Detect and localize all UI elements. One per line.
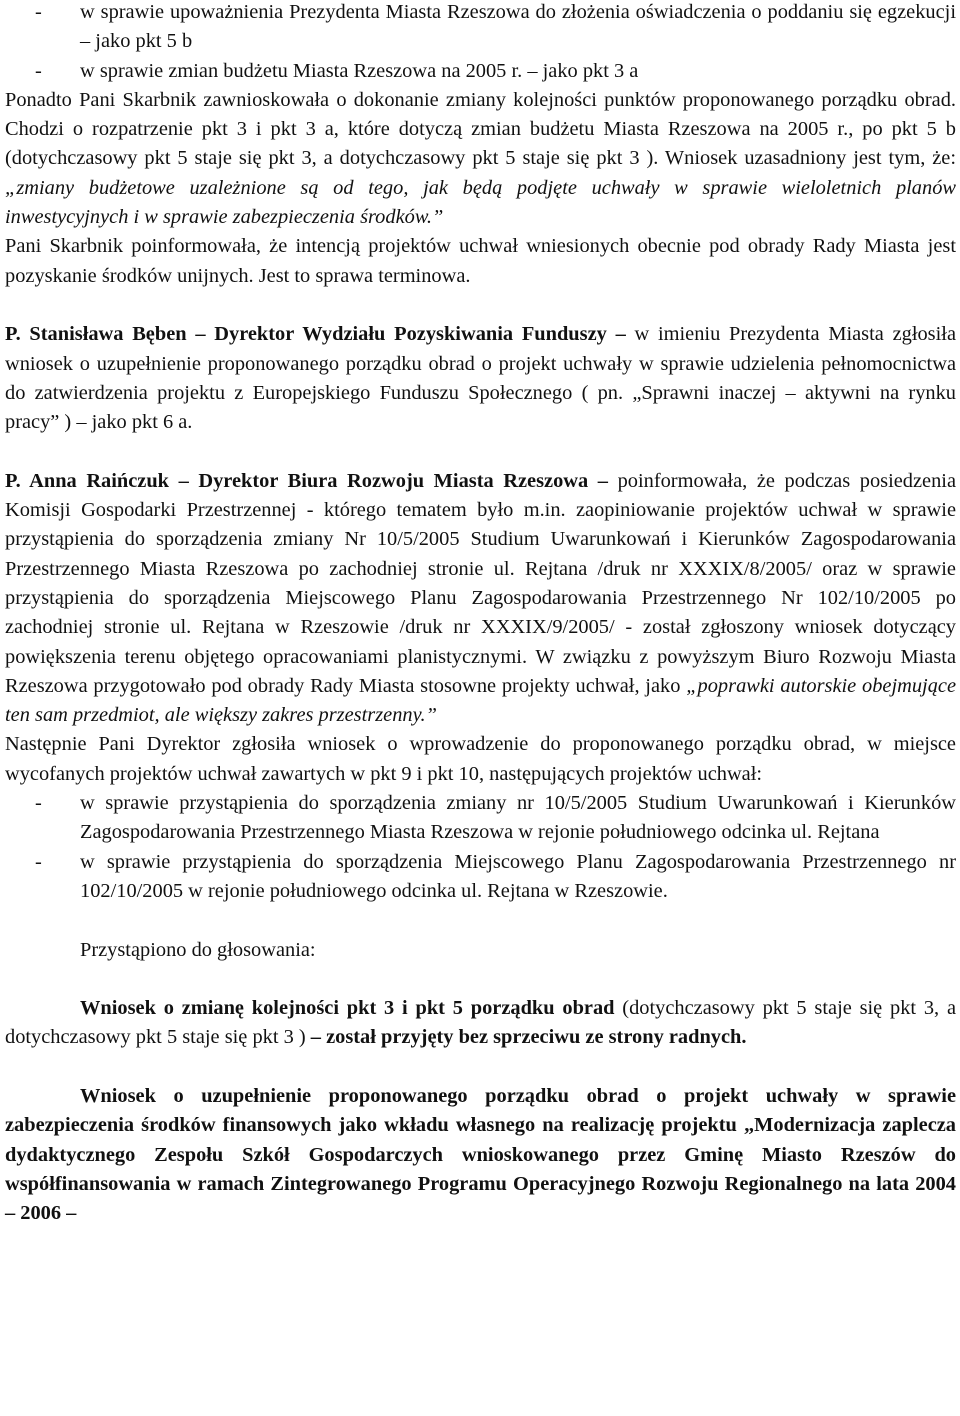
list-item <box>5 0 956 57</box>
paragraph-text: w imieniu Prezydenta Miasta zgłosiła wniosek o uzupełnienie proponowanego porządku obrad o projekt uchwały w sprawie udzielenia pełnomocnictwa do zatwierdzenia projektu z Europejskiego Funduszu Społecznego ( pn. „Sprawni inaczej – aktywni na rynku pracy” ) – jako pkt 6 a. <box>5 323 956 434</box>
speaker-name: P. Stanisława Bęben – Dyrektor Wydziału Pozyskiwania Funduszy – <box>5 323 626 346</box>
list-dash: - <box>35 1 42 23</box>
paragraph-beben <box>5 320 956 437</box>
list-item-text: w sprawie przystąpienia do sporządzenia zmiany nr 10/5/2005 Studium Uwarunkowań i Kierunków Zagospodarowania Przestrzennego Miasta Rzeszowa w rejonie południowego odcinka ul. Rejtana <box>80 792 956 844</box>
paragraph-director-motion: Następnie Pani Dyrektor zgłosiła wniosek o wprowadzenie do proponowanego porządku obrad, w miejsce wycofanych projektów uchwał zawartych w pkt 9 i pkt 10, następujących projektów uchwał: <box>5 733 956 785</box>
spacer <box>5 291 956 320</box>
paragraph-skarbnik-request <box>5 86 956 232</box>
quote-text: „zmiany budżetowe uzależnione są od tego, jak będą podjęte uchwały w sprawie wieloletnich planów inwestycyjnych i w sprawie zabezpieczenia środków.” <box>5 176 956 229</box>
list-item <box>5 789 956 848</box>
paragraph-text: poinformowała, że podczas posiedzenia Komisji Gospodarki Przestrzennej - którego tematem było m.in. zaopiniowanie projektów uchwał w sprawie przystąpienia do sporządzenia zmiany Nr 10/5/2005 Studium Uwarunkowań i Kierunków Zagospodarowania Przestrzennego Miasta Rzeszowa po zachodniej stronie ul. Rejtana /druk nr XXXIX/8/2005/ oraz w sprawie przystąpienia do sporządzenia Miejscowego Planu Zagospodarowania Przestrzennego Nr 102/10/2005 po zachodniej stronie ul. Rejtana w Rzeszowie /druk nr XXXIX/9/2005/ - został zgłoszony wniosek dotyczący powiększenia terenu objętego opracowaniami planistycznymi. W związku z powyższym Biuro Rozwoju Miasta Rzeszowa przygotowało pod obrady Rady Miasta stosowne projekty uchwał, jako <box>5 469 957 697</box>
motion-text: (dotychczasowy pkt 5 staje się pkt 3, a dotychczasowy pkt 5 staje się pkt 3 ) <box>5 997 956 1049</box>
spacer <box>5 965 956 994</box>
list-dash: - <box>35 792 42 815</box>
motion-title: Wniosek o uzupełnienie proponowanego porządku obrad o projekt uchwały w sprawie zabezpieczenia środków finansowych jako wkładu własnego na realizację projektu „Modernizacja zaplecza dydaktycznego Zespołu Szkół Gospodarczych wnioskowanego przez Gminę Miasto Rzeszów do współfinansowania w ramach Zintegrowanego Programu Operacyjnego Rozwoju Regionalnego na lata 2004 – 2006 – <box>5 1084 956 1225</box>
motion-order-change <box>5 994 956 1053</box>
motion-result: – został przyjęty bez sprzeciwu ze strony radnych. <box>310 1026 747 1049</box>
motion-agenda-addition <box>5 1082 956 1228</box>
quote-text: „poprawki autorskie obejmujące ten sam przedmiot, ale większy zakres przestrzenny.” <box>5 674 956 727</box>
list-item-text: w sprawie przystąpienia do sporządzenia Miejscowego Planu Zagospodarowania Przestrzennego nr 102/10/2005 w rejonie południowego odcinka ul. Rejtana w Rzeszowie. <box>80 850 956 902</box>
list-item <box>5 848 956 907</box>
voting-heading: Przystąpiono do głosowania: <box>80 938 316 961</box>
speaker-name: P. Anna Raińczuk – Dyrektor Biura Rozwoju Miasta Rzeszowa – <box>5 469 608 492</box>
spacer <box>5 437 956 466</box>
paragraph-text: Ponadto Pani Skarbnik zawnioskowała o dokonanie zmiany kolejności punktów proponowanego porządku obrad. Chodzi o rozpatrzenie pkt 3 i pkt 3 a, które dotyczą zmian budżetu Miasta Rzeszowa na 2005 r., po pkt 5 b (dotychczasowy pkt 5 staje się pkt 3, a dotychczasowy pkt 5 staje się pkt 3 ). Wniosek uzasadniony jest tym, że: <box>5 88 956 170</box>
list-item <box>5 57 956 86</box>
list-dash: - <box>35 59 42 82</box>
motion-title: Wniosek o zmianę kolejności pkt 3 i pkt 5 porządku obrad <box>80 997 615 1020</box>
list-item-text: w sprawie upoważnienia Prezydenta Miasta Rzeszowa do złożenia oświadczenia o poddaniu się egzekucji – jako pkt 5 b <box>80 1 956 53</box>
list-dash: - <box>35 850 42 873</box>
spacer <box>5 906 956 935</box>
spacer <box>5 1053 956 1082</box>
paragraph-skarbnik-info: Pani Skarbnik poinformowała, że intencją projektów uchwał wniesionych obecnie pod obrady Rady Miasta jest pozyskanie środków unijnych. Jest to sprawa terminowa. <box>5 235 956 287</box>
paragraph-raiczuk <box>5 467 956 731</box>
list-item-text: w sprawie zmian budżetu Miasta Rzeszowa na 2005 r. – jako pkt 3 a <box>80 59 639 82</box>
